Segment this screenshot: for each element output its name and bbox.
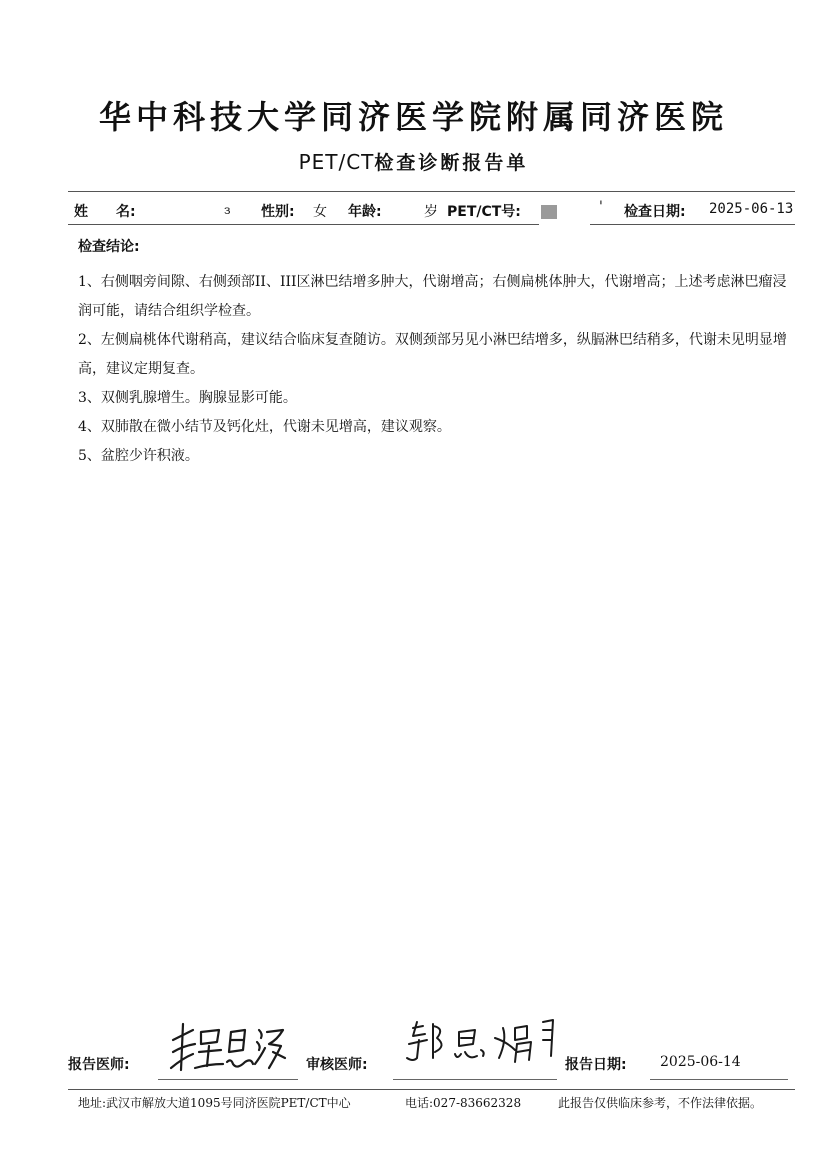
petct-no-value: ' [599, 199, 603, 215]
report-date-label: 报告日期: [565, 1057, 627, 1073]
conclusion-item: 2、左侧扁桃体代谢稍高，建议结合临床复查随访。双侧颈部另见小淋巴结增多，纵膈淋巴结稍多，代谢未见明显增高，建议定期复查。 [78, 332, 787, 377]
age-value: 岁 [424, 204, 438, 220]
petct-no-label: PET/CT号: [447, 204, 521, 220]
conclusion-item: 3、双侧乳腺增生。胸腺显影可能。 [78, 390, 297, 406]
redaction-mask [541, 205, 557, 221]
age-label: 年龄: [348, 204, 382, 220]
footer-rule [68, 1089, 795, 1090]
exam-date-label: 检查日期: [624, 204, 686, 220]
reporter-label: 报告医师: [68, 1057, 130, 1073]
hospital-name: 华中科技大学同济医学院附属同济医院 [98, 98, 728, 136]
hospital-phone: 电话:027-83662328 [405, 1096, 522, 1110]
header-rule-top [68, 191, 795, 192]
conclusion-item: 4、双肺散在微小结节及钙化灶，代谢未见增高，建议观察。 [78, 419, 451, 435]
sex-label: 性别: [261, 204, 295, 220]
conclusion-item: 1、右侧咽旁间隙、右侧颈部II、III区淋巴结增多肿大，代谢增高；右侧扁桃体肿大，代谢增高；上述考虑淋巴瘤浸润可能，请结合组织学检查。 [78, 274, 787, 319]
conclusion-item: 5、盆腔少许积液。 [78, 448, 199, 464]
hospital-address: 地址:武汉市解放大道1095号同济医院PET/CT中心 [78, 1096, 351, 1110]
report-title [0, 148, 827, 175]
reviewer-label: 审核医师: [306, 1057, 368, 1073]
sex-value: 女 [313, 204, 327, 220]
reporter-underline [158, 1079, 298, 1080]
name-value: з [224, 203, 231, 217]
exam-date-value: 2025-06-13 [709, 201, 794, 217]
info-rule-left [68, 224, 539, 225]
report-type-cn: 检查诊断报告单 [374, 152, 529, 174]
patient-info-row [0, 201, 827, 225]
report-type-latin: PET/CT [298, 150, 375, 174]
conclusion-heading: 检查结论: [78, 239, 140, 255]
conclusion-list [78, 268, 800, 471]
name-label: 姓 名: [74, 204, 136, 220]
signature-row [0, 1054, 827, 1078]
info-rule-right [590, 224, 795, 225]
reviewer-underline [393, 1079, 557, 1080]
disclaimer-text: 此报告仅供临床参考，不作法律依据。 [558, 1096, 763, 1110]
report-date-value: 2025-06-14 [660, 1054, 741, 1070]
report-date-underline [650, 1079, 788, 1080]
